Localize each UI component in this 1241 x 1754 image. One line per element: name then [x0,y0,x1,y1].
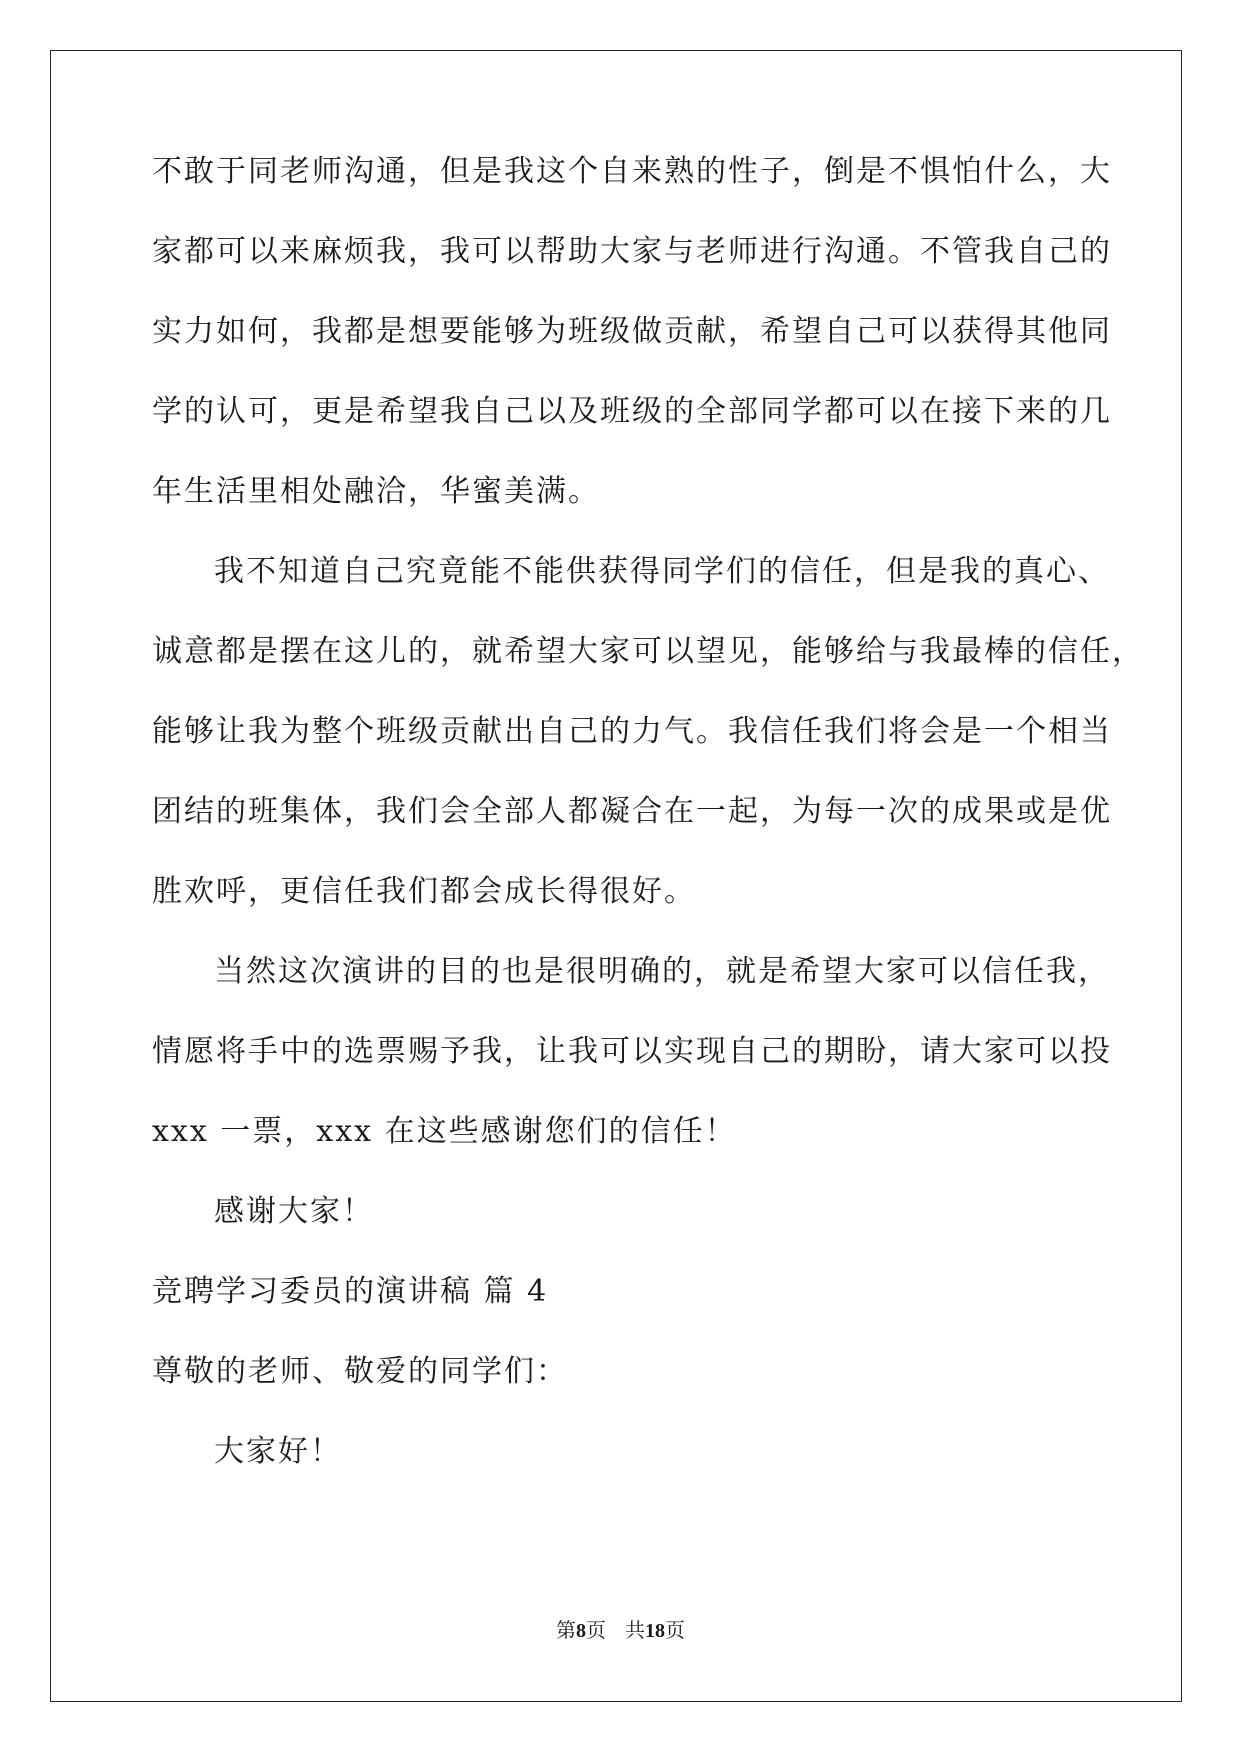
footer-prefix: 第 [555,1618,576,1642]
footer-total-suffix: 页 [665,1618,686,1642]
text-line-9: 团结的班集体，我们会全部人都凝合在一起，为每一次的成果或是优 [152,794,1112,829]
text-line-5: 年生活里相处融洽，华蜜美满。 [152,474,600,509]
footer-page-suffix: 页 [585,1618,606,1642]
page-footer [0,1617,1241,1644]
text-line-2: 家都可以来麻烦我，我可以帮助大家与老师进行沟通。不管我自己的 [152,234,1112,269]
text-line-10: 胜欢呼，更信任我们都会成长得很好。 [152,874,696,909]
greeting: 大家好！ [214,1434,342,1469]
text-line-4: 学的认可，更是希望我自己以及班级的全部同学都可以在接下来的几 [152,394,1112,429]
section-heading: 竞聘学习委员的演讲稿 篇 4 [152,1274,549,1309]
text-line-13: xxx 一票，xxx 在这些感谢您们的信任！ [152,1114,737,1149]
footer-page-number: 8 [575,1620,586,1642]
text-line-3: 实力如何，我都是想要能够为班级做贡献，希望自己可以获得其他同 [152,314,1112,349]
footer-total-prefix: 共 [625,1618,646,1642]
text-line-6: 我不知道自己究竟能不能供获得同学们的信任，但是我的真心、 [214,554,1110,589]
salutation: 尊敬的老师、敬爱的同学们： [152,1354,568,1389]
text-line-14: 感谢大家！ [214,1194,374,1229]
text-line-11: 当然这次演讲的目的也是很明确的，就是希望大家可以信任我， [214,954,1110,989]
text-line-7: 诚意都是摆在这儿的，就希望大家可以望见，能够给与我最棒的信任， [152,634,1144,669]
text-line-12: 情愿将手中的选票赐予我，让我可以实现自己的期盼，请大家可以投 [152,1034,1112,1069]
text-line-8: 能够让我为整个班级贡献出自己的力气。我信任我们将会是一个相当 [152,714,1112,749]
text-line-1: 不敢于同老师沟通，但是我这个自来熟的性子，倒是不惧怕什么，大 [152,154,1112,189]
footer-total-pages: 18 [645,1620,666,1642]
